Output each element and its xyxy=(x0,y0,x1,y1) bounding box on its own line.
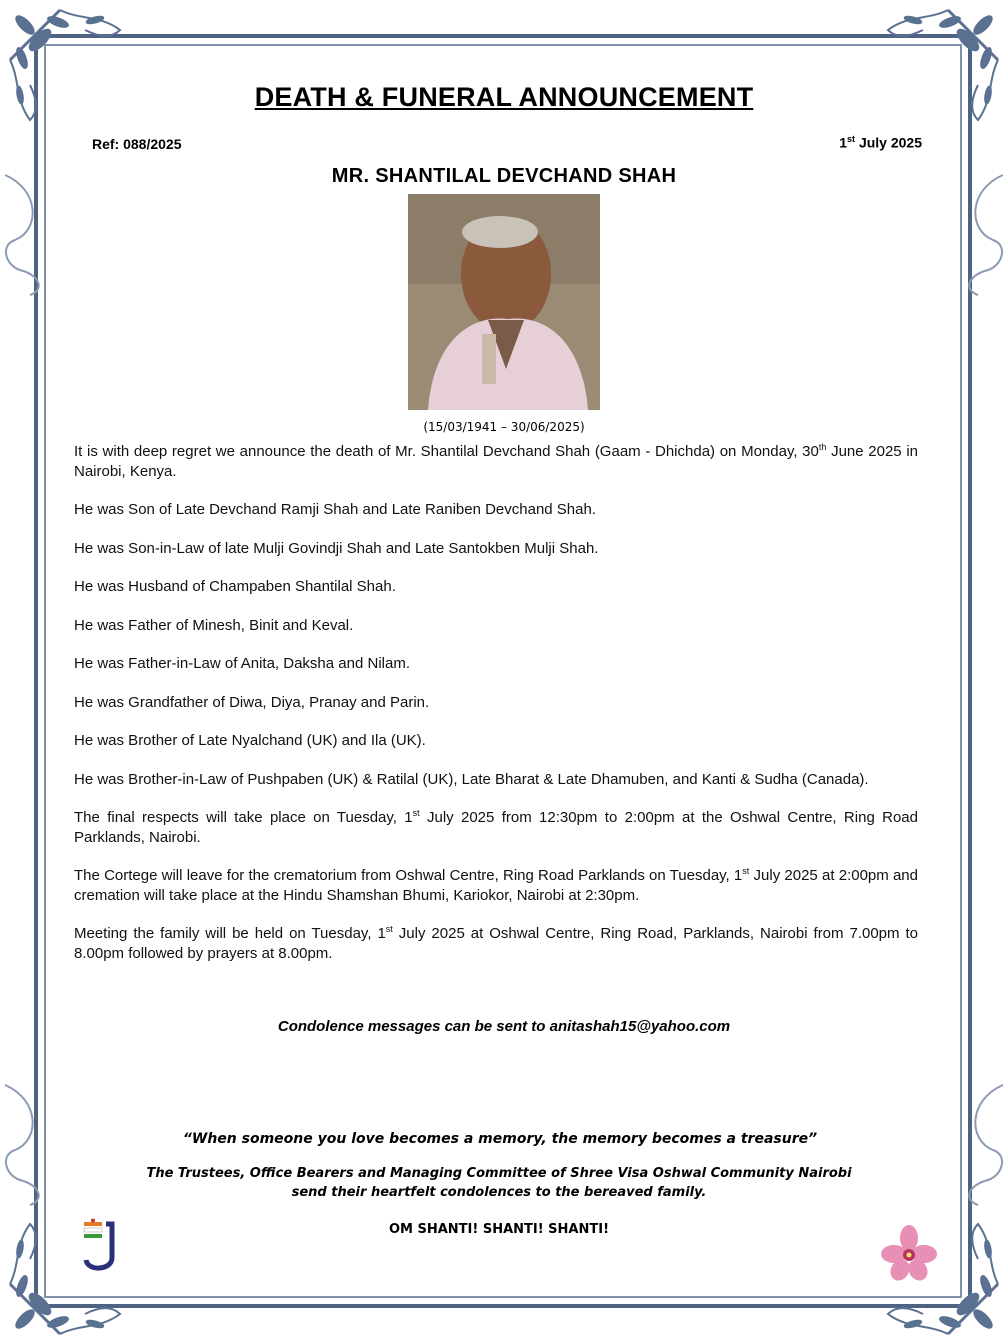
reference-number: Ref: 088/2025 xyxy=(92,136,182,152)
trustees-line-1: The Trustees, Office Bearers and Managing Committee of Shree Visa Oshwal Community Nairobi xyxy=(146,1166,852,1181)
paragraph-cortege: The Cortege will leave for the crematorium from Oshwal Centre, Ring Road Parklands on Tuesday, 1st July 2025 at 2:00pm and cremation will take place at the Hindu Shamshan Bhumi, Kariokor, Nairobi at 2:30pm. xyxy=(74,866,918,904)
paragraph-siblings-in-law: He was Brother-in-Law of Pushpaben (UK) & Ratilal (UK), Late Bharat & Late Dhamuben, and Kanti & Sudha (Canada). xyxy=(74,770,869,788)
memorial-quote: “When someone you love becomes a memory, the memory becomes a treasure” xyxy=(182,1131,818,1147)
paragraph-grandchildren: He was Grandfather of Diwa, Diya, Pranay and Parin. xyxy=(74,693,430,711)
swirl-ornament-right-top xyxy=(938,170,1008,300)
paragraph-final-respects: The final respects will take place on Tuesday, 1st July 2025 from 12:30pm to 2:00pm at the Oshwal Centre, Ring Road Parklands, Nairobi. xyxy=(74,808,918,846)
om-shanti-text: OM SHANTI! SHANTI! SHANTI! xyxy=(388,1222,610,1237)
paragraph-death-notice: It is with deep regret we announce the death of Mr. Shantilal Devchand Shah (Gaam - Dhichda) on Monday, 30th June 2025 in Nairobi, Kenya. xyxy=(74,442,918,480)
community-logo-icon xyxy=(80,1218,120,1274)
trustees-line-2: send their heartfelt condolences to the bereaved family. xyxy=(291,1185,707,1200)
deceased-portrait-photo xyxy=(408,194,600,410)
orchid-flower-icon xyxy=(880,1224,938,1282)
paragraph-family-meeting: Meeting the family will be held on Tuesday, 1st July 2025 at Oshwal Centre, Ring Road, Parklands, Nairobi from 7.00pm to 8.00pm followed by prayers at 8.00pm. xyxy=(74,924,918,962)
paragraph-siblings: He was Brother of Late Nyalchand (UK) and Ila (UK). xyxy=(74,732,426,749)
paragraph-parents: He was Son of Late Devchand Ramji Shah and Late Raniben Devchand Shah. xyxy=(74,501,597,518)
trustees-message xyxy=(0,1164,998,1202)
condolence-contact: Condolence messages can be sent to anitashah15@yahoo.com xyxy=(277,1018,731,1035)
announcement-date: 1st July 2025 xyxy=(839,134,922,151)
announcement-title: DEATH & FUNERAL ANNOUNCEMENT xyxy=(254,82,754,112)
deceased-name: MR. SHANTILAL DEVCHAND SHAH xyxy=(331,165,677,187)
swirl-ornament-left-top xyxy=(0,170,70,300)
paragraph-children: He was Father of Minesh, Binit and Keval. xyxy=(74,616,354,634)
paragraph-spouse: He was Husband of Champaben Shantilal Shah. xyxy=(74,578,396,595)
floral-corner-top-left xyxy=(0,0,150,150)
floral-corner-bottom-left xyxy=(0,1194,150,1344)
paragraph-children-in-law: He was Father-in-Law of Anita, Daksha and Nilam. xyxy=(74,655,410,672)
life-dates: (15/03/1941 – 30/06/2025) xyxy=(423,420,585,434)
announcement-body xyxy=(74,442,918,982)
floral-corner-top-right xyxy=(858,0,1008,150)
paragraph-parents-in-law: He was Son-in-Law of late Mulji Govindji Shah and Late Santokben Mulji Shah. xyxy=(74,539,599,557)
